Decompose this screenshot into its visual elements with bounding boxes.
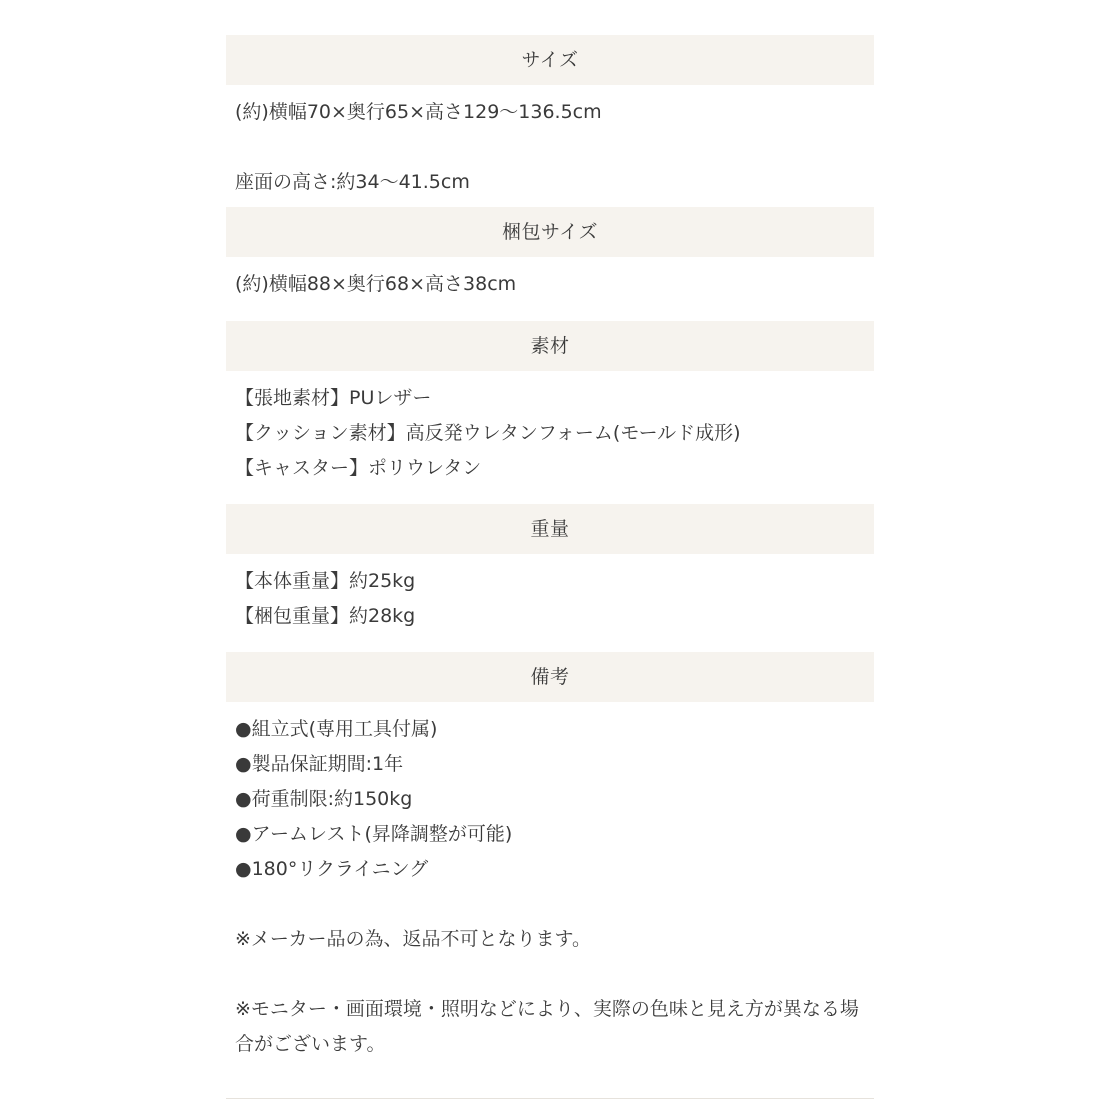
- spec-line: ●組立式(専用工具付属): [235, 718, 438, 740]
- spec-line: 【張地素材】PUレザー: [235, 387, 432, 409]
- spec-line: ※メーカー品の為、返品不可となります。: [235, 928, 592, 950]
- spacer: [235, 887, 874, 922]
- product-spec-sheet: [226, 35, 874, 1062]
- spec-line: 【本体重量】約25kg: [235, 570, 416, 592]
- spec-line: ●荷重制限:約150kg: [235, 788, 413, 810]
- section-body: [226, 371, 874, 504]
- spacer: [235, 957, 874, 992]
- bottom-divider: [226, 1098, 874, 1099]
- spacer: [235, 130, 874, 165]
- section-header: 備考: [226, 652, 874, 702]
- spec-section-notes: [226, 652, 874, 1062]
- section-body: [226, 554, 874, 652]
- spec-section-size: [226, 35, 874, 207]
- section-header: 重量: [226, 504, 874, 554]
- spec-line: (約)横幅70×奥行65×高さ129〜136.5cm: [235, 101, 602, 123]
- section-header: 梱包サイズ: [226, 207, 874, 257]
- spec-line: (約)横幅88×奥行68×高さ38cm: [235, 273, 517, 295]
- spec-line: 【クッション素材】高反発ウレタンフォーム(モールド成形): [235, 422, 741, 444]
- spec-line: 【キャスター】ポリウレタン: [235, 457, 482, 479]
- section-body: [226, 702, 874, 1062]
- section-body: [226, 85, 874, 207]
- section-header: サイズ: [226, 35, 874, 85]
- spec-line: 座面の高さ:約34〜41.5cm: [235, 171, 470, 193]
- spec-section-material: [226, 321, 874, 504]
- section-body: [226, 257, 874, 321]
- spec-line: 【梱包重量】約28kg: [235, 605, 416, 627]
- spec-line: ●アームレスト(昇降調整が可能): [235, 823, 513, 845]
- spec-line: ※モニター・画面環境・照明などにより、実際の色味と見え方が異なる場合がございます。: [235, 998, 859, 1055]
- spec-line: ●製品保証期間:1年: [235, 753, 404, 775]
- spec-section-package-size: [226, 207, 874, 321]
- section-header: 素材: [226, 321, 874, 371]
- spec-section-weight: [226, 504, 874, 652]
- spec-line: ●180°リクライニング: [235, 858, 429, 880]
